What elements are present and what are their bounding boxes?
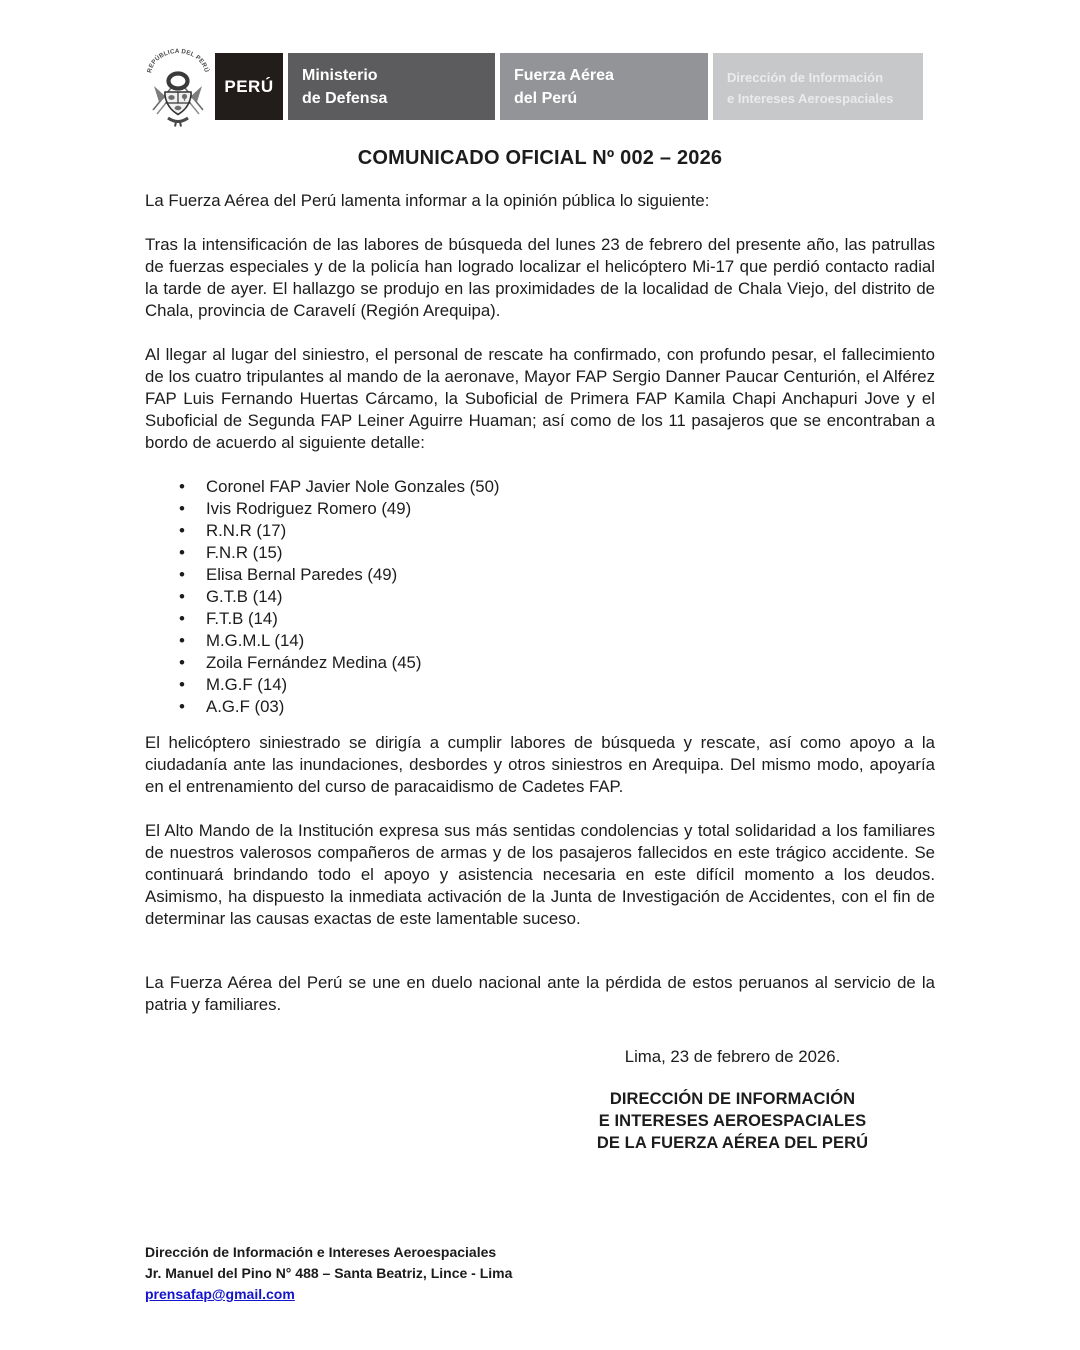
peru-logo-label: PERÚ bbox=[224, 76, 274, 96]
paragraph-fallecidos: Al llegar al lugar del siniestro, el personal de rescate ha confirmado, con profundo pesar, el fallecimiento de los cuatro tripulantes al mando de la aeronave, Mayor FAP Sergio Danner Paucar Centurión, el Alférez FAP Luis Fernando Huertas Cárcamo, la Suboficial de Primera FAP Kamila Chapi Anchapuri Jove y el Suboficial de Segunda FAP Leiner Aguirre Huaman; así como de los 11 pasajeros que se encontraban a bordo de acuerdo al siguiente detalle: bbox=[145, 345, 935, 452]
list-item: • Coronel FAP Javier Nole Gonzales (50) bbox=[179, 476, 935, 498]
paragraph-hallazgo: Tras la intensificación de las labores de búsqueda del lunes 23 de febrero del presente año, las patrullas de fuerzas especiales y de la policía han logrado localizar el helicóptero Mi-17 que perdió contacto radial la tarde de ayer. El hallazgo se produjo en las proximidades de la localidad de Chala Viejo, del distrito de Chala, provincia de Caravelí (Región Arequipa). bbox=[145, 235, 935, 320]
list-item: • Ivis Rodriguez Romero (49) bbox=[179, 498, 935, 520]
list-item: • Elisa Bernal Paredes (49) bbox=[179, 564, 935, 586]
list-item: • F.N.R (15) bbox=[179, 542, 935, 564]
bar-fuerza-line1: Fuerza Aérea bbox=[514, 67, 614, 84]
list-item: • M.G.F (14) bbox=[179, 674, 935, 696]
bar-direccion-informacion bbox=[713, 53, 923, 120]
escudo-arc-text: REPÚBLICA DEL PERÚ bbox=[146, 48, 210, 74]
svg-text:REPÚBLICA DEL PERÚ bbox=[146, 48, 210, 74]
bar-direccion-line2: e Intereses Aeroespaciales bbox=[727, 91, 894, 106]
paragraph-condolencias: El Alto Mando de la Institución expresa sus más sentidas condolencias y total solidaridad a los familiares de nuestros valerosos compañeros de armas y de los pasajeros fallecidos en este trágico accidente. Se continuará brindando todo el apoyo y asistencia necesaria en este difícil momento a los deudos. Asimismo, ha dispuesto la inmediata activación de la Junta de Investigación de Accidentes, con el fin de determinar las causas exactas de este lamentable suceso. bbox=[145, 821, 935, 928]
bar-ministerio-line2: de Defensa bbox=[302, 90, 388, 107]
bar-fuerza-line2: del Perú bbox=[514, 90, 578, 107]
list-item: • M.G.M.L (14) bbox=[179, 630, 935, 652]
closing-block bbox=[560, 1046, 905, 1154]
paragraph-mision: El helicóptero siniestrado se dirigía a cumplir labores de búsqueda y rescate, así como apoyo a la ciudadanía ante las inundaciones, desbordes y otros siniestros en Arequipa. Del mismo modo, apoyaría en el entrenamiento del curso de paracaidismo de Cadetes FAP. bbox=[145, 733, 935, 796]
footer-office-line: Dirección de Información e Intereses Aeroespaciales bbox=[145, 1244, 497, 1260]
paragraph-intro: La Fuerza Aérea del Perú lamenta informar a la opinión pública lo siguiente: bbox=[145, 191, 710, 210]
bar-ministerio-line1: Ministerio bbox=[302, 67, 378, 84]
list-item: • Zoila Fernández Medina (45) bbox=[179, 652, 935, 674]
email-link[interactable]: prensafap@gmail.com bbox=[145, 1286, 295, 1302]
footer-address-line: Jr. Manuel del Pino N° 488 – Santa Beatriz, Lince - Lima bbox=[145, 1265, 513, 1281]
date-line: Lima, 23 de febrero de 2026. bbox=[624, 1047, 841, 1066]
peru-logo-box bbox=[215, 53, 283, 120]
list-item: • G.T.B (14) bbox=[179, 586, 935, 608]
bar-fuerza-aerea bbox=[500, 53, 708, 120]
passenger-list bbox=[145, 476, 935, 718]
list-item: • R.N.R (17) bbox=[179, 520, 935, 542]
signature-block bbox=[560, 1088, 905, 1154]
footer bbox=[145, 1242, 512, 1305]
paragraph-duelo: La Fuerza Aérea del Perú se une en duelo nacional ante la pérdida de estos peruanos al servicio de la patria y familiares. bbox=[145, 973, 935, 1014]
list-item: • F.T.B (14) bbox=[179, 608, 935, 630]
document-body bbox=[145, 147, 935, 1154]
signature-line-2: E INTERESES AEROESPACIALES bbox=[598, 1112, 867, 1130]
list-item: • A.G.F (03) bbox=[179, 696, 935, 718]
signature-line-3: DE LA FUERZA AÉREA DEL PERÚ bbox=[596, 1134, 869, 1152]
document-title: COMUNICADO OFICIAL Nº 002 – 2026 bbox=[357, 147, 723, 169]
signature-line-1: DIRECCIÓN DE INFORMACIÓN bbox=[609, 1090, 856, 1108]
bar-ministerio-defensa bbox=[288, 53, 495, 120]
header bbox=[145, 48, 935, 128]
peru-coat-of-arms-icon bbox=[145, 48, 211, 128]
bar-direccion-line1: Dirección de Información bbox=[727, 70, 884, 85]
